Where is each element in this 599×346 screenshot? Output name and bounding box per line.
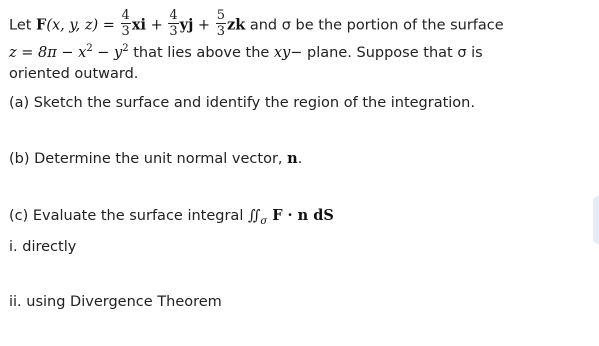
integral-subscript: σ: [260, 215, 268, 227]
fraction-1-numerator: 4: [121, 8, 130, 23]
field-arguments: (x, y, z) =: [46, 17, 120, 34]
let-text: Let: [9, 17, 37, 34]
fraction-3-denominator: 3: [216, 24, 225, 39]
surface-intro-text: and σ be the portion of the surface: [245, 17, 504, 34]
term-yj: yj: [179, 16, 194, 34]
normal-vector-symbol: n: [287, 150, 298, 167]
integrand: F · n dS: [267, 207, 334, 224]
plane-rest-text: − plane. Suppose that σ is: [290, 45, 483, 61]
part-c-text: (c) Evaluate the surface integral: [9, 208, 248, 224]
surface-exponent-2: 2: [122, 43, 129, 55]
fraction-2: [168, 9, 178, 38]
plus-sign-1: +: [145, 17, 168, 34]
surface-rest-text: that lies above the: [128, 45, 274, 61]
term-zk: zk: [226, 16, 246, 34]
fraction-2-denominator: 3: [169, 24, 178, 39]
fraction-3-numerator: 5: [216, 8, 225, 23]
fraction-2-numerator: 4: [169, 8, 178, 23]
surface-exponent-1: 2: [86, 43, 93, 55]
fraction-1: [121, 9, 131, 38]
problem-statement-line-1: [9, 8, 504, 40]
part-c-ii: ii. using Divergence Theorem: [9, 294, 222, 310]
part-b-text: (b) Determine the unit normal vector,: [9, 151, 288, 167]
fraction-1-denominator: 3: [121, 24, 130, 39]
part-b-period: .: [297, 151, 303, 167]
scroll-edge-indicator: [593, 196, 599, 244]
surface-equation: z = 8π − x: [9, 45, 87, 61]
part-b: [9, 150, 302, 168]
fraction-3: [216, 9, 226, 38]
part-c-i: i. directly: [9, 239, 77, 255]
part-c: [9, 207, 334, 225]
surface-minus-y: − y: [92, 45, 123, 61]
problem-statement-line-2: [9, 44, 483, 62]
plus-sign-2: +: [193, 17, 215, 34]
field-symbol: F: [36, 16, 47, 34]
part-a: (a) Sketch the surface and identify the region of the integration.: [9, 95, 475, 111]
problem-statement-line-3: oriented outward.: [9, 66, 139, 82]
plane-symbol: xy: [273, 45, 291, 61]
term-xi: xi: [131, 16, 146, 34]
double-integral-symbol: ∬: [247, 208, 261, 224]
